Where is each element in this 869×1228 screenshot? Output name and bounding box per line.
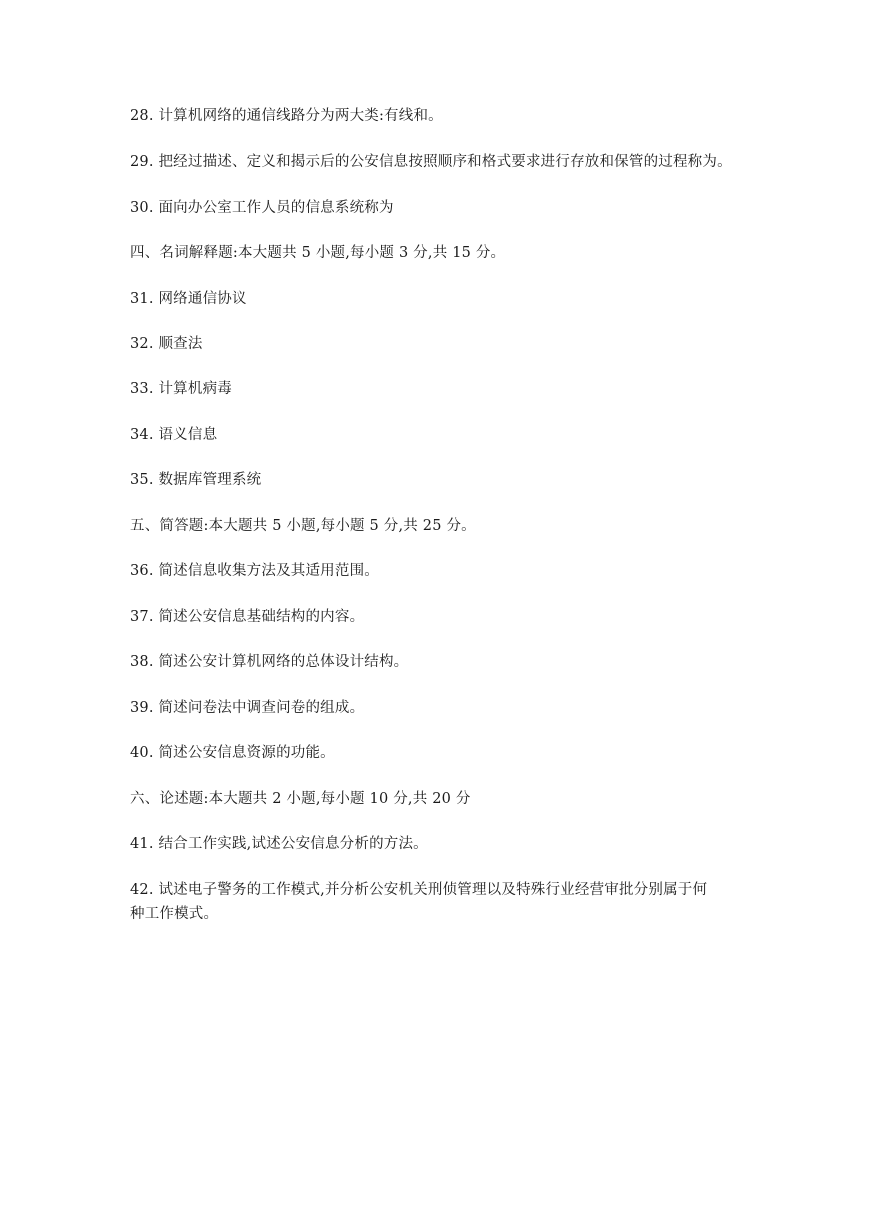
question-28: 28. 计算机网络的通信线路分为两大类:有线和。 (130, 108, 443, 124)
section-heading-short-answer: 五、简答题:本大题共 5 小题,每小题 5 分,共 25 分。 (130, 518, 476, 534)
question-41: 41. 结合工作实践,试述公安信息分析的方法。 (130, 836, 428, 852)
question-38: 38. 简述公安计算机网络的总体设计结构。 (130, 654, 409, 670)
question-42-line-2: 种工作模式。 (130, 906, 219, 922)
question-40: 40. 简述公安信息资源的功能。 (130, 745, 335, 761)
question-32: 32. 顺查法 (130, 336, 203, 352)
question-33: 33. 计算机病毒 (130, 381, 232, 397)
section-heading-definitions: 四、名词解释题:本大题共 5 小题,每小题 3 分,共 15 分。 (130, 245, 506, 261)
question-29: 29. 把经过描述、定义和揭示后的公安信息按照顺序和格式要求进行存放和保管的过程称为。 (130, 154, 732, 170)
question-36: 36. 简述信息收集方法及其适用范围。 (130, 563, 379, 579)
question-31: 31. 网络通信协议 (130, 291, 247, 307)
question-35: 35. 数据库管理系统 (130, 472, 262, 488)
question-42-line-1: 42. 试述电子警务的工作模式,并分析公安机关刑侦管理以及特殊行业经营审批分别属于何 (130, 882, 708, 898)
question-30: 30. 面向办公室工作人员的信息系统称为 (130, 200, 394, 216)
section-heading-essay: 六、论述题:本大题共 2 小题,每小题 10 分,共 20 分 (130, 791, 471, 807)
question-34: 34. 语义信息 (130, 427, 218, 443)
question-37: 37. 简述公安信息基础结构的内容。 (130, 609, 365, 625)
question-39: 39. 简述问卷法中调查问卷的组成。 (130, 700, 365, 716)
